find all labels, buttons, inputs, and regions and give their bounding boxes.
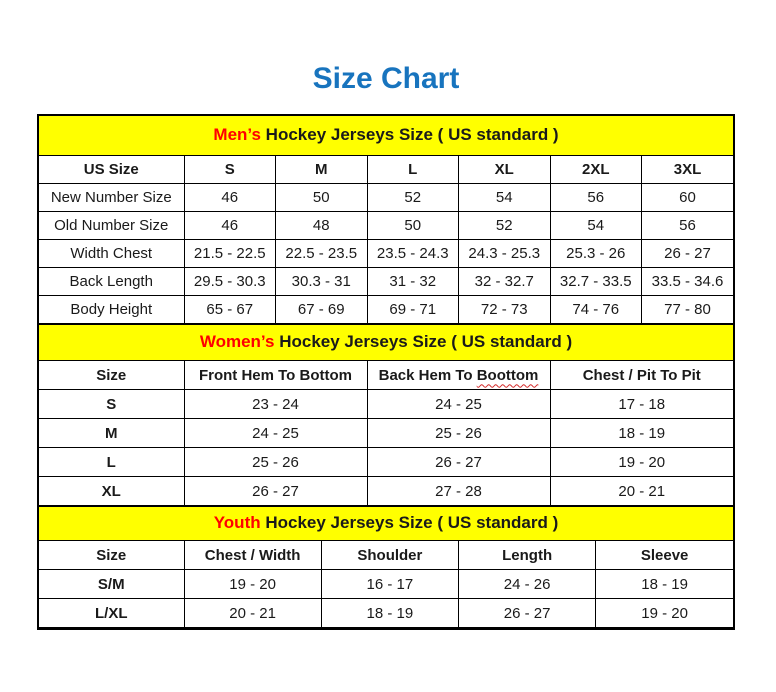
size-value-cell: 54	[550, 212, 642, 240]
row-label: Body Height	[39, 296, 184, 324]
table-row	[39, 599, 733, 628]
misspelled-word: Boottom	[476, 366, 539, 384]
size-value-cell: 46	[184, 184, 276, 212]
row-label: M	[39, 419, 184, 448]
womens-section-highlight: Women’s	[199, 332, 275, 351]
column-header: 2XL	[550, 156, 642, 184]
mens-size-table	[39, 155, 733, 324]
size-value-cell: 27 - 28	[367, 477, 550, 506]
mens-section-header	[39, 116, 733, 155]
column-header: Chest / Pit To Pit	[550, 361, 733, 390]
row-label: Back Length	[39, 268, 184, 296]
column-header: Size	[39, 541, 184, 570]
size-value-cell: 31 - 32	[367, 268, 459, 296]
size-value-cell: 26 - 27	[642, 240, 734, 268]
size-value-cell: 54	[459, 184, 551, 212]
column-header	[367, 361, 550, 390]
size-value-cell: 25.3 - 26	[550, 240, 642, 268]
mens-section-title: Hockey Jerseys Size ( US standard )	[260, 125, 559, 144]
size-value-cell: 26 - 27	[367, 448, 550, 477]
youth-section-title: Hockey Jerseys Size ( US standard )	[260, 513, 559, 532]
table-row	[39, 390, 733, 419]
size-chart	[37, 114, 735, 630]
column-header: Sleeve	[596, 541, 733, 570]
size-value-cell: 77 - 80	[642, 296, 734, 324]
row-label: L	[39, 448, 184, 477]
womens-section-title: Hockey Jerseys Size ( US standard )	[274, 332, 573, 351]
size-value-cell: 52	[367, 184, 459, 212]
row-label: S	[39, 390, 184, 419]
column-header-text: Back Hem To	[378, 366, 473, 384]
size-value-cell: 25 - 26	[367, 419, 550, 448]
size-value-cell: 19 - 20	[184, 570, 321, 599]
mens-section-highlight: Men’s	[213, 125, 261, 144]
size-value-cell: 72 - 73	[459, 296, 551, 324]
size-value-cell: 17 - 18	[550, 390, 733, 419]
table-row	[39, 212, 733, 240]
size-value-cell: 52	[459, 212, 551, 240]
size-value-cell: 19 - 20	[550, 448, 733, 477]
table-row	[39, 570, 733, 599]
size-value-cell: 30.3 - 31	[276, 268, 368, 296]
column-header: XL	[459, 156, 551, 184]
size-value-cell: 18 - 19	[550, 419, 733, 448]
row-label: XL	[39, 477, 184, 506]
size-value-cell: 50	[276, 184, 368, 212]
row-label: New Number Size	[39, 184, 184, 212]
column-header: 3XL	[642, 156, 734, 184]
size-value-cell: 19 - 20	[596, 599, 733, 628]
row-label: Width Chest	[39, 240, 184, 268]
table-row	[39, 448, 733, 477]
column-header: Length	[459, 541, 596, 570]
size-value-cell: 67 - 69	[276, 296, 368, 324]
size-value-cell: 16 - 17	[321, 570, 458, 599]
size-value-cell: 18 - 19	[321, 599, 458, 628]
size-value-cell: 24 - 25	[367, 390, 550, 419]
column-header: L	[367, 156, 459, 184]
table-header-row	[39, 361, 733, 390]
size-value-cell: 24.3 - 25.3	[459, 240, 551, 268]
size-value-cell: 26 - 27	[459, 599, 596, 628]
size-value-cell: 74 - 76	[550, 296, 642, 324]
row-label: Old Number Size	[39, 212, 184, 240]
size-value-cell: 26 - 27	[184, 477, 367, 506]
size-value-cell: 21.5 - 22.5	[184, 240, 276, 268]
size-value-cell: 20 - 21	[184, 599, 321, 628]
size-value-cell: 48	[276, 212, 368, 240]
size-value-cell: 50	[367, 212, 459, 240]
table-row	[39, 240, 733, 268]
page-title: Size Chart	[312, 62, 460, 95]
size-value-cell: 56	[550, 184, 642, 212]
column-header: Front Hem To Bottom	[184, 361, 367, 390]
size-value-cell: 23 - 24	[184, 390, 367, 419]
column-header: Shoulder	[321, 541, 458, 570]
row-label: L/XL	[39, 599, 184, 628]
size-value-cell: 24 - 26	[459, 570, 596, 599]
size-value-cell: 65 - 67	[184, 296, 276, 324]
column-header: M	[276, 156, 368, 184]
womens-size-table	[39, 360, 733, 506]
size-value-cell: 60	[642, 184, 734, 212]
table-row	[39, 419, 733, 448]
size-value-cell: 22.5 - 23.5	[276, 240, 368, 268]
table-row	[39, 268, 733, 296]
table-header-row	[39, 541, 733, 570]
size-value-cell: 20 - 21	[550, 477, 733, 506]
table-header-row	[39, 156, 733, 184]
row-label: S/M	[39, 570, 184, 599]
size-value-cell: 32.7 - 33.5	[550, 268, 642, 296]
size-value-cell: 69 - 71	[367, 296, 459, 324]
size-value-cell: 32 - 32.7	[459, 268, 551, 296]
size-value-cell: 29.5 - 30.3	[184, 268, 276, 296]
table-row	[39, 296, 733, 324]
column-header: US Size	[39, 156, 184, 184]
table-row	[39, 184, 733, 212]
column-header: Chest / Width	[184, 541, 321, 570]
column-header: S	[184, 156, 276, 184]
column-header: Size	[39, 361, 184, 390]
womens-section-header	[39, 324, 733, 360]
size-value-cell: 56	[642, 212, 734, 240]
size-value-cell: 18 - 19	[596, 570, 733, 599]
size-value-cell: 23.5 - 24.3	[367, 240, 459, 268]
youth-section-header	[39, 506, 733, 540]
youth-section-highlight: Youth	[213, 513, 261, 532]
table-row	[39, 477, 733, 506]
size-value-cell: 46	[184, 212, 276, 240]
youth-size-table	[39, 540, 733, 628]
size-value-cell: 24 - 25	[184, 419, 367, 448]
size-value-cell: 25 - 26	[184, 448, 367, 477]
size-value-cell: 33.5 - 34.6	[642, 268, 734, 296]
